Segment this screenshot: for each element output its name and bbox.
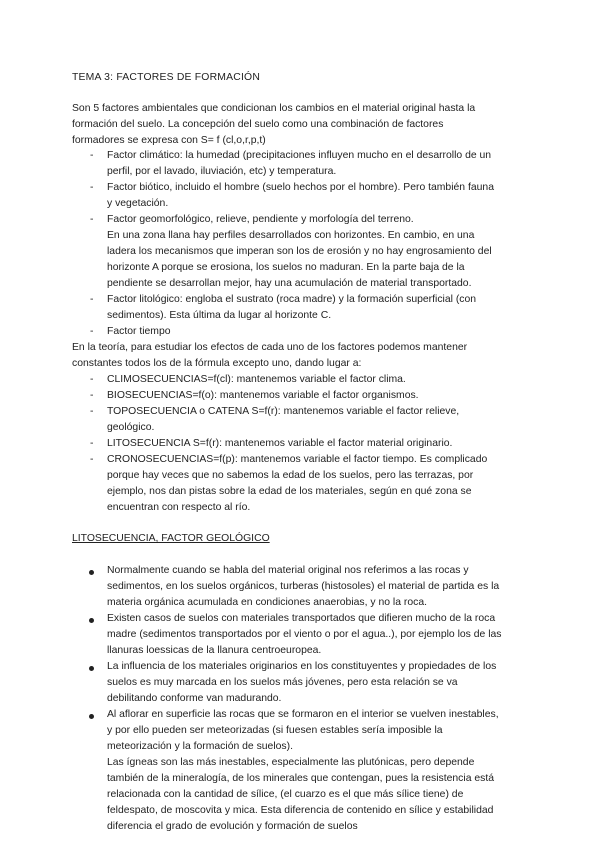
bullet-dot (89, 714, 94, 719)
bullet-item: suelos es muy marcada en los suelos más jóvenes, pero esta relación se va (107, 677, 458, 688)
list-dash: - (90, 214, 94, 225)
bullet-dot (89, 618, 94, 623)
bullet-item: Existen casos de suelos con materiales transportados que difieren mucho de la roca (107, 613, 496, 624)
list-dash: - (90, 150, 94, 161)
list-dash: - (90, 390, 94, 401)
bullet-item: Normalmente cuando se habla del material original nos referimos a las rocas y (107, 565, 469, 576)
sequence-item: BIOSECUENCIAS=f(o): mantenemos variable el factor organismos. (107, 390, 419, 401)
list-dash: - (90, 374, 94, 385)
bullet-item: feldespato, de moscovita y mica. Esta diferencia de contenido en sílice y estabilidad (107, 805, 494, 816)
sequence-item: TOPOSECUENCIA o CATENA S=f(r): mantenemos variable el factor relieve, (107, 406, 460, 417)
factor-biotico: Factor biótico, incluido el hombre (suelo hechos por el hombre). Pero también fauna (107, 182, 494, 193)
page-title: TEMA 3: FACTORES DE FORMACIÓN (72, 72, 261, 83)
bullet-item: también de la mineralogía, de los minerales que contengan, pues la resistencia está (107, 773, 494, 784)
factor-climatico: perfil, por el lavado, iluviación, etc) y temperatura. (107, 166, 337, 177)
factor-climatico: Factor climático: la humedad (precipitaciones influyen mucho en el desarrollo de un (107, 150, 492, 161)
theory-line: constantes todos los de la fórmula excepto uno, dando lugar a: (72, 358, 362, 369)
list-dash: - (90, 406, 94, 417)
list-dash: - (90, 454, 94, 465)
section-heading: LITOSECUENCIA, FACTOR GEOLÓGICO (72, 533, 270, 544)
factor-geomorfologico: En una zona llana hay perfiles desarrollados con horizontes. En cambio, en una (107, 230, 475, 241)
sequence-item: CRONOSECUENCIAS=f(p): mantenemos variable el factor tiempo. Es complicado (107, 454, 488, 465)
sequence-item: CLIMOSECUENCIAS=f(cl): mantenemos variable el factor clima. (107, 374, 406, 385)
bullet-item: Las ígneas son las más inestables, especialmente las plutónicas, pero depende (107, 757, 475, 768)
bullet-item: sedimentos, en los suelos orgánicos, turberas (histosoles) el material de partida es la (107, 581, 500, 592)
sequence-item: ejemplo, nos dan pistas sobre la edad de los materiales, según en qué zona se (107, 486, 472, 497)
list-dash: - (90, 438, 94, 449)
bullet-item: La influencia de los materiales originarios en los constituyentes y propiedades de los (107, 661, 497, 672)
bullet-dot (89, 570, 94, 575)
factor-litologico: sedimentos). Esta última da lugar al horizonte C. (107, 310, 332, 321)
bullet-item: madre (sedimentos transportados por el viento o por el agua..), por ejemplo los de las (107, 629, 502, 640)
intro-line: formación del suelo. La concepción del suelo como una combinación de factores (72, 119, 444, 130)
factor-geomorfologico: Factor geomorfológico, relieve, pendiente y morfología del terreno. (107, 214, 414, 225)
factor-litologico: Factor litológico: engloba el sustrato (roca madre) y la formación superficial (con (107, 294, 477, 305)
bullet-item: llanuras loessicas de la llanura centroeuropea. (107, 645, 322, 656)
sequence-item: LITOSECUENCIA S=f(r): mantenemos variable el factor material originario. (107, 438, 453, 449)
list-dash: - (90, 182, 94, 193)
intro-line: Son 5 factores ambientales que condicionan los cambios en el material original hasta la (72, 103, 476, 114)
bullet-item: diferencia el grado de evolución y formación de suelos (107, 821, 358, 832)
bullet-item: meteorización y la formación de suelos). (107, 741, 293, 752)
factor-biotico: y vegetación. (107, 198, 169, 209)
factor-geomorfologico: ladera los mecanismos que imperan son los de erosión y no hay engrosamiento del (107, 246, 492, 257)
list-dash: - (90, 294, 94, 305)
bullet-item: materia orgánica acumulada en condiciones anaerobias, y no la roca. (107, 597, 427, 608)
bullet-dot (89, 666, 94, 671)
bullet-item: y por ello pueden ser meteorizadas (si fuesen estables sería imposible la (107, 725, 443, 736)
bullet-item: relacionada con la cantidad de sílice, (el cuarzo es el que más sílice tiene) de (107, 789, 464, 800)
intro-line: formadores se expresa con S= f (cl,o,r,p,t) (72, 135, 266, 146)
sequence-item: geológico. (107, 422, 155, 433)
factor-geomorfologico: pendiente se desarrollan mejor, hay una acumulación de material transportado. (107, 278, 472, 289)
factor-tiempo: Factor tiempo (107, 326, 171, 337)
factor-geomorfologico: horizonte A porque se erosiona, los suelos no maduran. En la parte baja de la (107, 262, 465, 273)
sequence-item: encuentran con respecto al río. (107, 502, 251, 513)
bullet-item: debilitando conforme van madurando. (107, 693, 282, 704)
sequence-item: porque hay veces que no sabemos la edad de los suelos, pero las terrazas, por (107, 470, 474, 481)
bullet-item: Al aflorar en superficie las rocas que se formaron en el interior se vuelven inestables, (107, 709, 499, 720)
theory-line: En la teoría, para estudiar los efectos de cada uno de los factores podemos mantener (72, 342, 468, 353)
list-dash: - (90, 326, 94, 337)
